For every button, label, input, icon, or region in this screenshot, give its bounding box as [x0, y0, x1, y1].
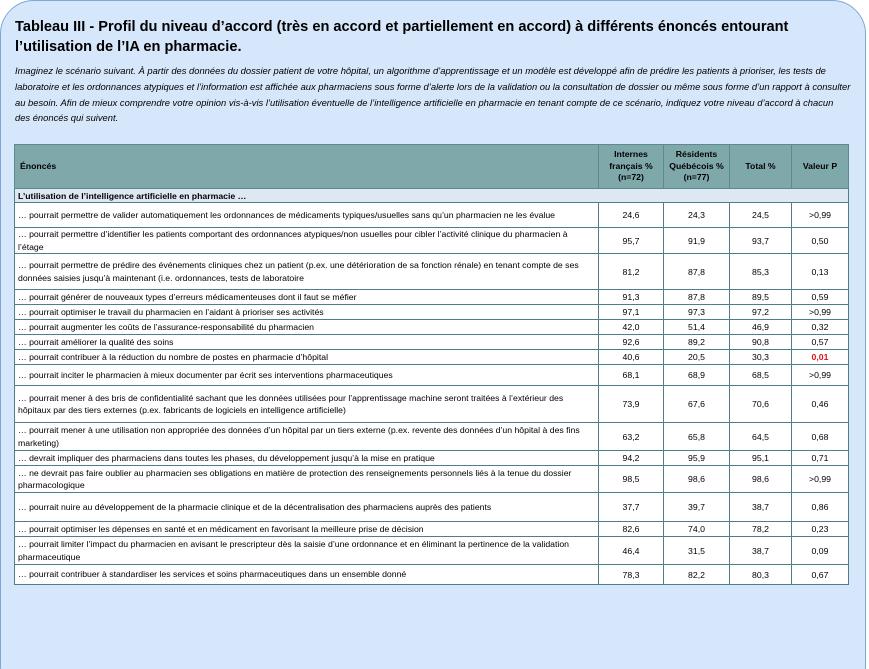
row-residents-value: 97,3 [664, 305, 730, 320]
row-total-value: 24,5 [730, 203, 792, 228]
row-p-value: 0,59 [792, 290, 849, 305]
row-total-value: 30,3 [730, 350, 792, 365]
section-row [15, 189, 849, 203]
row-total-value: 80,3 [730, 565, 792, 585]
header-total: Total % [730, 145, 792, 189]
row-p-value: 0,13 [792, 254, 849, 290]
table-row [15, 350, 849, 365]
row-internes-value: 97,1 [599, 305, 664, 320]
table-title: Tableau III - Profil du niveau d’accord (très en accord et partiellement en accord) à différents énoncés entourant l’utilisation de l’IA en pharmacie. [15, 19, 789, 55]
row-residents-value: 87,8 [664, 290, 730, 305]
row-internes-value: 37,7 [599, 493, 664, 522]
table-row [15, 522, 849, 537]
row-p-value: 0,46 [792, 386, 849, 423]
row-residents-value: 65,8 [664, 423, 730, 451]
row-total-value: 89,5 [730, 290, 792, 305]
row-internes-value: 68,1 [599, 365, 664, 386]
header-enonces: Énoncés [15, 145, 599, 189]
row-total-value: 93,7 [730, 228, 792, 254]
row-statement: … pourrait permettre de valider automatiquement les ordonnances de médicaments typiques/usuelles sans qu’un pharmacien ne les évalue [15, 203, 599, 228]
row-residents-value: 68,9 [664, 365, 730, 386]
row-residents-value: 98,6 [664, 466, 730, 493]
row-total-value: 38,7 [730, 493, 792, 522]
row-statement: … pourrait nuire au développement de la pharmacie clinique et de la décentralisation des pharmaciens auprès des patients [15, 493, 599, 522]
row-p-value: >0,99 [792, 466, 849, 493]
table-row [15, 386, 849, 423]
row-total-value: 68,5 [730, 365, 792, 386]
row-residents-value: 31,5 [664, 537, 730, 565]
row-residents-value: 39,7 [664, 493, 730, 522]
row-statement: … pourrait inciter le pharmacien à mieux documenter par écrit ses interventions pharmaceutiques [15, 365, 599, 386]
agreement-table [14, 144, 849, 585]
row-total-value: 97,2 [730, 305, 792, 320]
row-p-value: 0,09 [792, 537, 849, 565]
row-residents-value: 82,2 [664, 565, 730, 585]
row-internes-value: 95,7 [599, 228, 664, 254]
row-internes-value: 91,3 [599, 290, 664, 305]
row-internes-value: 98,5 [599, 466, 664, 493]
row-residents-value: 67,6 [664, 386, 730, 423]
table-row [15, 451, 849, 466]
row-internes-value: 63,2 [599, 423, 664, 451]
table-row [15, 254, 849, 290]
row-p-value: 0,86 [792, 493, 849, 522]
row-total-value: 78,2 [730, 522, 792, 537]
row-residents-value: 87,8 [664, 254, 730, 290]
table-row [15, 335, 849, 350]
row-statement: … pourrait augmenter les coûts de l’assurance-responsabilité du pharmacien [15, 320, 599, 335]
row-statement: … ne devrait pas faire oublier au pharmacien ses obligations en matière de protection des renseignements personnels liés à la tenue du dossier pharmacologique [15, 466, 599, 493]
row-statement: … pourrait mener à des bris de confidentialité sachant que les données utilisées pour l’apprentissage machine seront traitées à l’extérieur des hôpitaux par des tiers externes (p.ex. fabricants de logiciels en intelligence artificielle) [15, 386, 599, 423]
row-statement: … pourrait contribuer à la réduction du nombre de postes en pharmacie d’hôpital [15, 350, 599, 365]
header-internes: Internes français % (n=72) [599, 145, 664, 189]
row-statement: … pourrait permettre d’identifier les patients comportant des ordonnances atypiques/non usuelles pour cibler l’activité clinique du pharmacien à l’étage [15, 228, 599, 254]
row-statement: … pourrait générer de nouveaux types d’erreurs médicamenteuses dont il faut se méfier [15, 290, 599, 305]
row-statement: … pourrait permettre de prédire des événements cliniques chez un patient (p.ex. une détérioration de sa fonction rénale) en tenant compte de ses données saisies jusqu’à maintenant (i.e. ordonnances, tests de laboratoire [15, 254, 599, 290]
row-total-value: 46,9 [730, 320, 792, 335]
row-residents-value: 20,5 [664, 350, 730, 365]
row-total-value: 70,6 [730, 386, 792, 423]
row-p-value: 0,57 [792, 335, 849, 350]
row-total-value: 85,3 [730, 254, 792, 290]
row-internes-value: 46,4 [599, 537, 664, 565]
row-statement: … pourrait mener à une utilisation non appropriée des données d’un hôpital par un tiers externe (p.ex. revente des données d’un hôpital à des fins marketing) [15, 423, 599, 451]
row-total-value: 98,6 [730, 466, 792, 493]
row-p-value: >0,99 [792, 203, 849, 228]
row-p-value: 0,71 [792, 451, 849, 466]
row-residents-value: 89,2 [664, 335, 730, 350]
row-internes-value: 81,2 [599, 254, 664, 290]
row-total-value: 95,1 [730, 451, 792, 466]
row-p-value: 0,68 [792, 423, 849, 451]
row-p-value: >0,99 [792, 305, 849, 320]
row-statement: … pourrait limiter l’impact du pharmacien en avisant le prescripteur dès la saisie d’une ordonnance et en éliminant la pertinence de la validation pharmaceutique [15, 537, 599, 565]
row-p-value: 0,50 [792, 228, 849, 254]
table-row [15, 537, 849, 565]
row-internes-value: 82,6 [599, 522, 664, 537]
row-residents-value: 95,9 [664, 451, 730, 466]
table-row [15, 305, 849, 320]
table-row [15, 320, 849, 335]
table-row [15, 423, 849, 451]
row-residents-value: 51,4 [664, 320, 730, 335]
row-total-value: 90,8 [730, 335, 792, 350]
header-valeur-p: Valeur P [792, 145, 849, 189]
row-p-value: 0,67 [792, 565, 849, 585]
row-p-value: 0,01 [792, 350, 849, 365]
row-statement: … devrait impliquer des pharmaciens dans toutes les phases, du développement jusqu’à la mise en pratique [15, 451, 599, 466]
table-row [15, 203, 849, 228]
row-p-value: 0,23 [792, 522, 849, 537]
table-row [15, 466, 849, 493]
row-internes-value: 73,9 [599, 386, 664, 423]
row-total-value: 64,5 [730, 423, 792, 451]
header-residents: Résidents Québécois % (n=77) [664, 145, 730, 189]
row-internes-value: 40,6 [599, 350, 664, 365]
section-label: L’utilisation de l’intelligence artificielle en pharmacie … [15, 189, 849, 203]
row-statement: … pourrait améliorer la qualité des soins [15, 335, 599, 350]
row-residents-value: 24,3 [664, 203, 730, 228]
row-residents-value: 74,0 [664, 522, 730, 537]
table-body [15, 189, 849, 585]
row-internes-value: 24,6 [599, 203, 664, 228]
table-row [15, 228, 849, 254]
row-internes-value: 94,2 [599, 451, 664, 466]
table-row [15, 565, 849, 585]
row-total-value: 38,7 [730, 537, 792, 565]
row-statement: … pourrait optimiser le travail du pharmacien en l’aidant à prioriser ses activités [15, 305, 599, 320]
row-p-value: 0,32 [792, 320, 849, 335]
scenario-intro: Imaginez le scénario suivant. À partir des données du dossier patient de votre hôpital, un algorithme d’apprentissage et un modèle est développé afin de prédire les patients à prioriser, les tests de laboratoire et les ordonnances atypiques et l’information est affichée aux pharmaciens sous forme d’alerte lors de la validation ou la consultation de dossier ou même sous forme d’un rapport à consulter au besoin. Afin de mieux comprendre votre opinion vis-à-vis l’utilisation éventuelle de l’intelligence artificielle en pharmacie en tenant compte de ce scénario, indiquez votre niveau d’accord à chacun des énoncés qui suivent. [15, 65, 851, 124]
row-internes-value: 92,6 [599, 335, 664, 350]
row-statement: … pourrait contribuer à standardiser les services et soins pharmaceutiques dans un ensemble donné [15, 565, 599, 585]
table-row [15, 365, 849, 386]
row-statement: … pourrait optimiser les dépenses en santé et en médicament en favorisant la meilleure prise de décision [15, 522, 599, 537]
table-header-row [15, 145, 849, 189]
row-residents-value: 91,9 [664, 228, 730, 254]
row-internes-value: 42,0 [599, 320, 664, 335]
table-row [15, 493, 849, 522]
table-row [15, 290, 849, 305]
row-p-value: >0,99 [792, 365, 849, 386]
row-internes-value: 78,3 [599, 565, 664, 585]
